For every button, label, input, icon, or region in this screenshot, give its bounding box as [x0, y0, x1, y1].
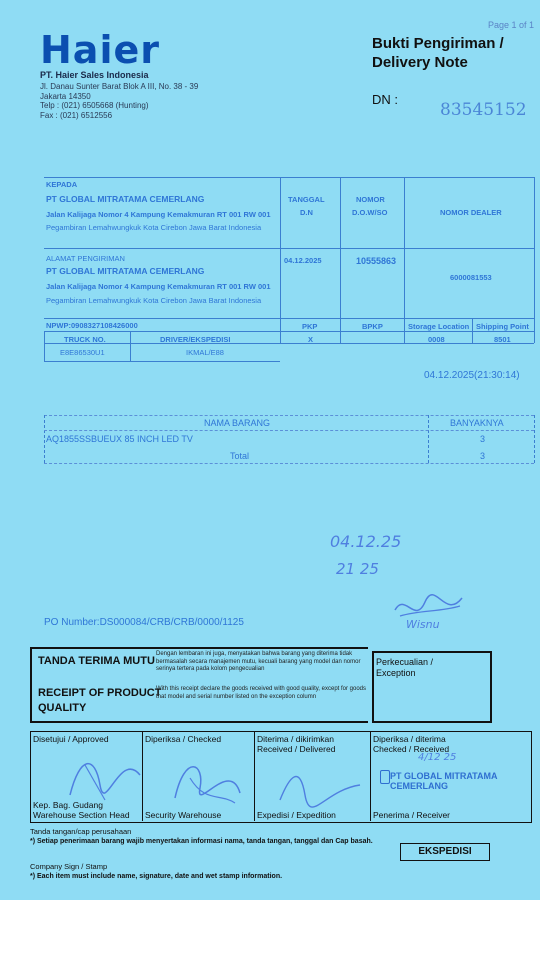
title-line-1: Bukti Pengiriman /: [372, 35, 504, 52]
items-header-rule: [44, 430, 534, 431]
items-divider: [534, 415, 535, 463]
page-number: Page 1 of 1: [487, 20, 534, 30]
note-1-text: *) Setiap penerimaan barang wajib menyertakan informasi nama, tanda tangan, tanggal dan Cap basah.: [30, 838, 373, 845]
item-quantity: 3: [480, 434, 486, 444]
address-line: Jakarta 14350: [40, 91, 91, 101]
dealer-value: 6000081553: [450, 273, 492, 282]
truck-label: TRUCK NO.: [64, 335, 106, 344]
consignee-address-1: Jalan Kalijaga Nomor 4 Kampung Kemakmuran RT 001 RW 001: [46, 210, 271, 219]
sig-divider: [370, 731, 371, 821]
ship-to-address-2: Pegambiran Lemahwungkuk Kota Cirebon Jawa Barat Indonesia: [46, 296, 262, 305]
company-name: PT. Haier Sales Indonesia: [40, 70, 149, 80]
handwritten-time: 21 25: [336, 560, 379, 578]
consignee-name: PT GLOBAL MITRATAMA CEMERLANG: [46, 194, 205, 204]
sig-security-role: Security Warehouse: [145, 810, 222, 820]
ship-to-label: ALAMAT PENGIRIMAN: [46, 254, 125, 263]
items-bottom-rule: [44, 463, 534, 464]
col-divider: [472, 318, 473, 343]
storage-location-label: Storage Location: [408, 322, 470, 331]
driver-value: IKMAL/E88: [186, 348, 224, 357]
items-top-rule: [44, 415, 534, 416]
tanggal-label: TANGGAL: [288, 195, 325, 204]
col-item-name: NAMA BARANG: [204, 418, 271, 428]
item-name: AQ1855SSBUEUX 85 INCH LED TV: [46, 434, 193, 444]
nomor-label: NOMOR: [356, 195, 385, 204]
kepada-label: KEPADA: [46, 180, 78, 189]
sig-receiver-role: Penerima / Receiver: [373, 810, 451, 820]
row-rule: [44, 331, 534, 332]
note-1-label: Tanda tangan/cap perusahaan: [30, 827, 132, 836]
receipt-title-id: TANDA TERIMA MUTU: [38, 655, 155, 667]
ship-to-name: PT GLOBAL MITRATAMA CEMERLANG: [46, 266, 205, 276]
document-title: [372, 34, 504, 72]
ship-to-address-1: Jalan Kalijaga Nomor 4 Kampung Kemakmuran RT 001 RW 001: [46, 282, 271, 291]
items-divider: [428, 415, 429, 463]
nomor-sub-label: D.O.W/SO: [352, 208, 388, 217]
sig-received-label-2: Received / Delivered: [257, 744, 336, 754]
col-quantity: BANYAKNYA: [450, 418, 504, 428]
dealer-label: NOMOR DEALER: [440, 208, 502, 217]
total-label: Total: [230, 451, 250, 461]
sig-receiver-label-2: Checked / Received: [373, 744, 450, 754]
handwritten-date: 04.12.25: [330, 532, 402, 551]
dn-label: DN :: [372, 92, 398, 107]
pkp-value: X: [308, 335, 314, 344]
note-2-text: *) Each item must include name, signature, date and wet stamp information.: [30, 873, 283, 880]
bpkp-label: BPKP: [362, 322, 383, 331]
col-divider: [44, 331, 45, 361]
address-line: Fax : (021) 6512556: [40, 110, 113, 120]
approved-signature: [60, 745, 150, 805]
company-address: [40, 82, 198, 120]
dn-number: 83545152: [440, 100, 527, 120]
items-divider: [44, 415, 45, 463]
truck-value: E8E86530U1: [60, 348, 105, 357]
col-divider: [130, 331, 131, 361]
receipt-text-en: With this receipt declare the goods received with good quality, except for goods that model and serial number listed on the exception column: [156, 686, 367, 700]
sig-divider: [254, 731, 255, 821]
table-top-rule: [44, 177, 534, 178]
row-rule: [44, 318, 534, 319]
pkp-label: PKP: [302, 322, 318, 331]
note-2-label: Company Sign / Stamp: [30, 862, 108, 871]
sig-approved-role: Kep. Bag. Gudang: [33, 800, 103, 810]
nomor-value: 10555863: [356, 256, 397, 266]
row-rule: [44, 343, 534, 344]
po-number: PO Number:DS000084/CRB/CRB/0000/1125: [44, 617, 244, 628]
shipping-point-label: Shipping Point: [476, 322, 529, 331]
sig-received-label: Diterima / dikirimkan: [257, 734, 334, 744]
row-rule: [44, 248, 534, 249]
sig-approved-role-en: Warehouse Section Head: [33, 810, 130, 820]
receipt-title-en-2: QUALITY: [38, 702, 87, 714]
receipt-text-id: Dengan lembaran ini juga, menyatakan bahwa barang yang diterima tidak bermasalah secara manajemen mutu, kecuali barang yang model dan nomor serinya tertera pada kolom pengecualian: [156, 651, 361, 672]
exception-label: Perkecualian /: [376, 657, 434, 667]
sig-receiver-label: Diperiksa / diterima: [373, 734, 446, 744]
shipping-value: 8501: [494, 335, 511, 344]
handwritten-name: Wisnu: [406, 618, 440, 631]
sig-checked-label: Diperiksa / Checked: [145, 734, 222, 744]
address-line: Jl. Danau Sunter Barat Blok A III, No. 38 - 39: [40, 82, 199, 91]
copy-label-box: EKSPEDISI: [400, 843, 490, 861]
receiver-handwritten-date: 4/12 25: [418, 752, 457, 763]
address-line: Telp : (021) 6505668 (Hunting): [40, 101, 149, 110]
total-quantity: 3: [480, 451, 486, 461]
print-timestamp: 04.12.2025(21:30:14): [424, 370, 520, 381]
expedition-signature: [270, 755, 370, 810]
storage-value: 0008: [428, 335, 445, 344]
padlock-icon: [380, 770, 390, 784]
consignee-address-2: Pegambiran Lemahwungkuk Kota Cirebon Jawa Barat Indonesia: [46, 223, 262, 232]
npwp: NPWP:0908327108426000: [46, 321, 138, 330]
sig-expedition-role: Expedisi / Expedition: [257, 810, 336, 820]
receipt-title-en-1: RECEIPT OF PRODUCT: [38, 687, 162, 699]
checked-signature: [160, 748, 250, 808]
driver-label: DRIVER/EKSPEDISI: [160, 335, 231, 344]
sig-approved-label: Disetujui / Approved: [33, 734, 109, 744]
tanggal-sub-label: D.N: [300, 208, 313, 217]
haier-logo: Haier: [40, 28, 160, 72]
tanggal-value: 04.12.2025: [284, 256, 322, 265]
company-stamp: PT GLOBAL MITRATAMA CEMERLANG: [390, 771, 498, 791]
exception-label-2: Exception: [376, 668, 416, 678]
row-rule: [44, 361, 280, 362]
col-divider: [534, 177, 535, 343]
title-line-2: Delivery Note: [372, 54, 468, 71]
